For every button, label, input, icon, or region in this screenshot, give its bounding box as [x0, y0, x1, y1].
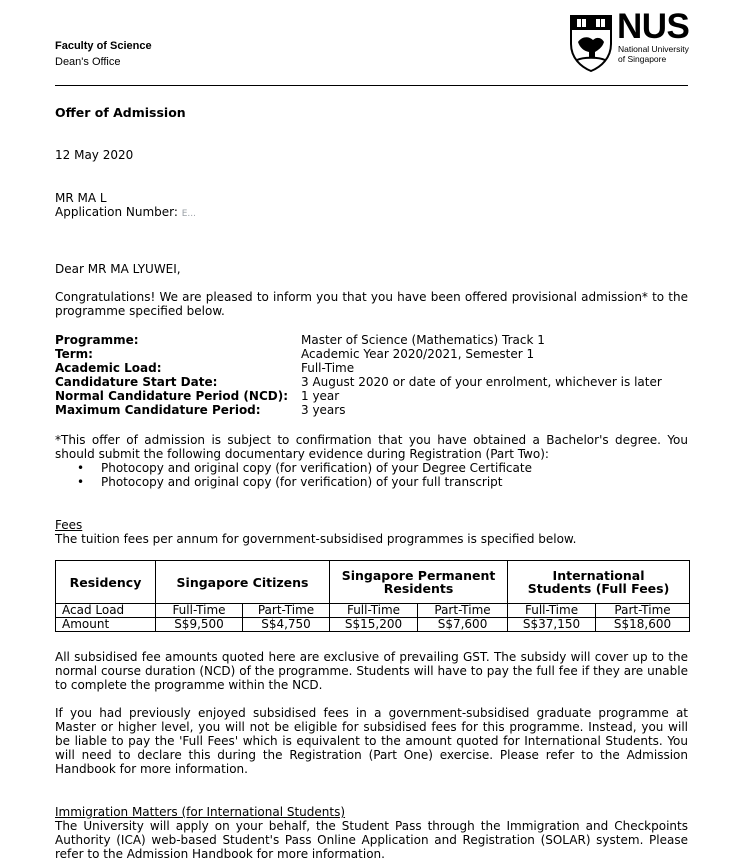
- fees-note-gst: All subsidised fee amounts quoted here are exclusive of prevailing GST. The subsidy will cover up to the normal course duration (NCD) of the programme. Students will have to pay the full fee if they are unable to complete the programme within the NCD.: [55, 650, 688, 692]
- immigration-text: The University will apply on your behalf, the Student Pass through the Immigration and Checkpoints Authority (ICA) web-based Student's Pass Online Application and Registration (SOLAR) system. Please refer to the Admission Handbook for more information.: [55, 819, 688, 861]
- programme-details: [55, 333, 695, 417]
- academic-load-row: Academic Load: Full-Time: [55, 361, 355, 375]
- table-cell: Part-Time: [243, 604, 330, 618]
- nus-crest-icon: [569, 14, 613, 72]
- group-header: International Students (Full Fees): [508, 561, 690, 604]
- faculty-name: Faculty of Science: [55, 40, 152, 52]
- immigration-heading: Immigration Matters (for International Students): [55, 805, 346, 819]
- recipient-name: MR MA L: [55, 191, 107, 205]
- fees-table: [55, 560, 690, 632]
- table-cell: Full-Time: [330, 604, 418, 618]
- table-cell: Part-Time: [596, 604, 690, 618]
- documents-list: [55, 461, 695, 489]
- table-cell: Full-Time: [156, 604, 243, 618]
- table-row: [56, 618, 690, 632]
- office-name: Dean's Office: [55, 56, 121, 68]
- table-cell: S$15,200: [330, 618, 418, 632]
- term-row: Term: Academic Year 2020/2021, Semester 1: [55, 347, 535, 361]
- letter-date: 12 May 2020: [55, 148, 134, 162]
- nus-logo-subtitle: National University of Singapore: [618, 44, 689, 64]
- header-divider: [55, 85, 688, 86]
- table-header-row: [56, 561, 690, 604]
- admission-condition: *This offer of admission is subject to confirmation that you have obtained a Bachelor's degree. You should submit the following documentary evidence during Registration (Part Two):: [55, 433, 688, 461]
- application-number-value: E...: [181, 209, 197, 219]
- salutation: Dear MR MA LYUWEI,: [55, 262, 181, 276]
- application-number: [55, 205, 196, 221]
- table-cell: Part-Time: [418, 604, 508, 618]
- intro-paragraph: Congratulations! We are pleased to inform you that you have been offered provisional admission* to the programme specified below.: [55, 290, 688, 318]
- amount-label: Amount: [56, 618, 156, 632]
- table-cell: S$4,750: [243, 618, 330, 632]
- fees-note-previous-subsidy: If you had previously enjoyed subsidised fees in a government-subsidised graduate programme at Master or higher level, you will not be eligible for subsidised fees for this programme. Instead, you will be liable to pay the 'Full Fees' which is equivalent to the amount quoted for International Students. You will need to declare this during the Registration (Part One) exercise. Please refer to the Admission Handbook for more information.: [55, 706, 688, 776]
- table-cell: Full-Time: [508, 604, 596, 618]
- table-cell: S$9,500: [156, 618, 243, 632]
- table-cell: S$18,600: [596, 618, 690, 632]
- acad-load-label: Acad Load: [56, 604, 156, 618]
- residency-header: Residency: [56, 561, 156, 604]
- list-item: • Photocopy and original copy (for verification) of your full transcript: [55, 475, 695, 489]
- max-candidature-row: Maximum Candidature Period: 3 years: [55, 403, 346, 417]
- table-cell: S$7,600: [418, 618, 508, 632]
- table-cell: S$37,150: [508, 618, 596, 632]
- table-row: [56, 604, 690, 618]
- group-header: Singapore Permanent Residents: [330, 561, 508, 604]
- group-header: Singapore Citizens: [156, 561, 330, 604]
- fees-intro: The tuition fees per annum for government-subsidised programmes is specified below.: [55, 532, 577, 546]
- programme-row: Programme: Master of Science (Mathematics) Track 1: [55, 333, 545, 347]
- fees-heading: Fees: [55, 518, 83, 532]
- letter-title: Offer of Admission: [55, 105, 186, 120]
- list-item: • Photocopy and original copy (for verification) of your Degree Certificate: [55, 461, 695, 475]
- nus-logo-text: NUS: [617, 7, 690, 46]
- application-number-label: Application Number:: [55, 205, 178, 219]
- ncd-row: Normal Candidature Period (NCD): 1 year: [55, 389, 340, 403]
- start-date-row: Candidature Start Date: 3 August 2020 or date of your enrolment, whichever is later: [55, 375, 662, 389]
